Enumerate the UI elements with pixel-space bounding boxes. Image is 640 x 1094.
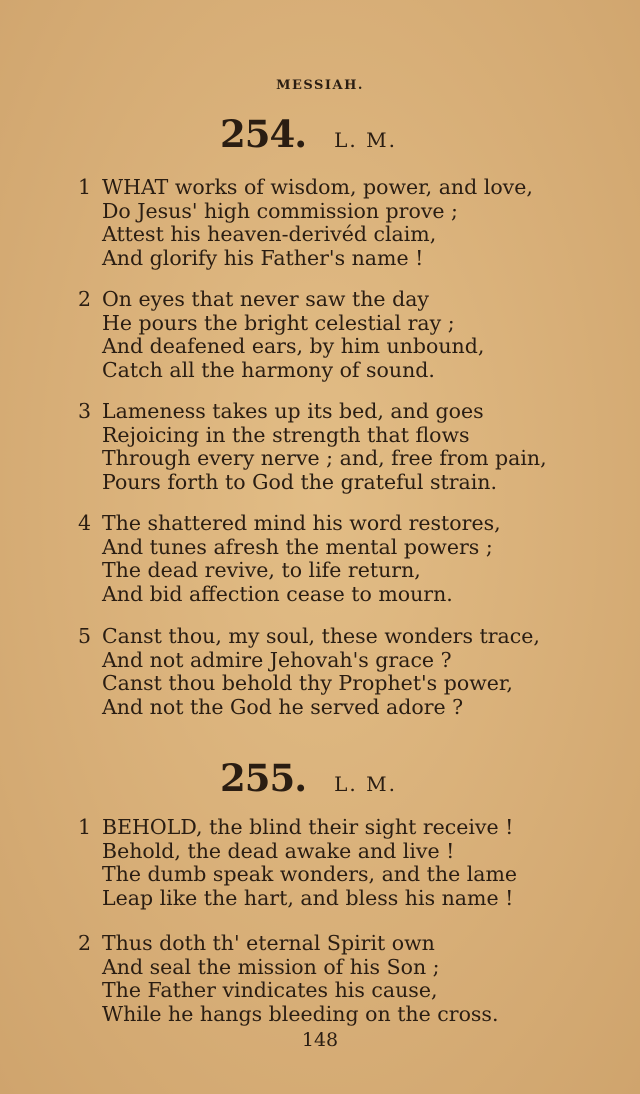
hymn-meter: L. M. <box>334 128 397 152</box>
stanza <box>78 176 533 270</box>
verse-line: Lameness takes up its bed, and goes <box>102 399 484 423</box>
verse-line: Do Jesus' high commission prove ; <box>102 198 458 223</box>
verse-line: BEHOLD, the blind their sight receive ! <box>102 815 514 839</box>
verse-line: While he hangs bleeding on the cross. <box>102 1001 499 1026</box>
verse-line: Thus doth th' eternal Spirit own <box>102 931 435 955</box>
verse-line: And tunes afresh the mental powers ; <box>102 534 493 559</box>
verse-line: The shattered mind his word restores, <box>102 511 501 535</box>
verse-line: And not the God he served adore ? <box>102 694 464 719</box>
stanza-number: 5 <box>78 624 92 648</box>
stanza <box>78 512 501 606</box>
verse-line: Canst thou behold thy Prophet's power, <box>102 671 513 695</box>
running-head: MESSIAH. <box>276 78 364 93</box>
verse-line: Leap like the hart, and bless his name ! <box>102 885 514 910</box>
verse-line: The dead revive, to life return, <box>102 558 421 582</box>
stanza <box>78 288 484 382</box>
hymn-title <box>220 112 397 156</box>
verse-line: Rejoicing in the strength that flows <box>102 422 470 447</box>
verse-line: The Father vindicates his cause, <box>102 978 438 1002</box>
verse-line: He pours the bright celestial ray ; <box>102 310 455 335</box>
stanza <box>78 816 517 910</box>
hymn-meter: L. M. <box>334 772 397 796</box>
verse-line: The dumb speak wonders, and the lame <box>102 862 518 886</box>
hymn-title <box>220 756 397 800</box>
verse-line: Through every nerve ; and, free from pain, <box>102 446 547 470</box>
verse-line: And not admire Jehovah's grace ? <box>102 647 452 672</box>
stanza-number: 3 <box>78 399 92 423</box>
verse-line: And deafened ears, by him unbound, <box>102 334 485 358</box>
verse-line: Canst thou, my soul, these wonders trace, <box>102 624 540 648</box>
verse-line: Catch all the harmony of sound. <box>102 357 435 382</box>
page-number: 148 <box>301 1029 339 1051</box>
verse-line: WHAT works of wisdom, power, and love, <box>102 175 533 199</box>
stanza <box>78 625 540 719</box>
verse-line: And glorify his Father's name ! <box>102 245 424 270</box>
stanza-number: 4 <box>78 511 92 535</box>
hymn-number: 254. <box>220 112 307 156</box>
stanza-number: 1 <box>78 815 92 839</box>
stanza <box>78 932 498 1026</box>
verse-line: And seal the mission of his Son ; <box>102 954 440 979</box>
verse-line: Pours forth to God the grateful strain. <box>102 469 498 494</box>
stanza <box>78 400 547 494</box>
verse-line: And bid affection cease to mourn. <box>102 581 453 606</box>
verse-line: Behold, the dead awake and live ! <box>102 838 455 863</box>
hymn-number: 255. <box>220 756 307 800</box>
stanza-number: 2 <box>78 287 92 311</box>
stanza-number: 2 <box>78 931 92 955</box>
verse-line: On eyes that never saw the day <box>102 287 430 311</box>
stanza-number: 1 <box>78 175 92 199</box>
verse-line: Attest his heaven-derivéd claim, <box>102 222 437 246</box>
